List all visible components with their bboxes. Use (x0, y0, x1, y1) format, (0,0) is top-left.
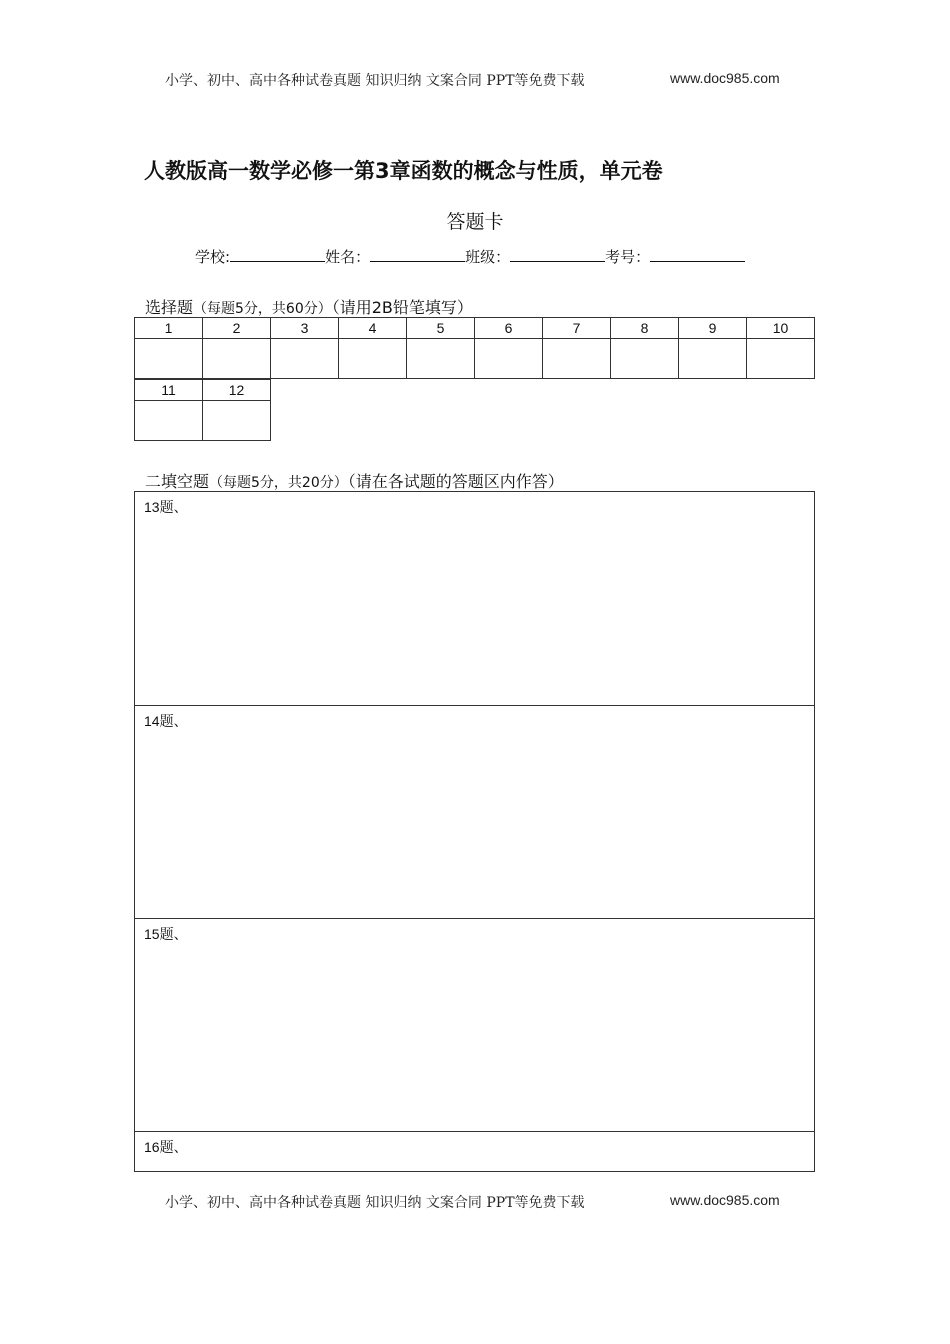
choice-label-detail: （每题5分，共60分） (193, 301, 332, 317)
choice-number-row (135, 380, 271, 401)
choice-number: 11 (135, 380, 203, 401)
choice-section-label (145, 295, 473, 318)
name-field[interactable] (370, 247, 465, 262)
choice-answer-cell[interactable] (543, 339, 611, 379)
school-label: 学校: (195, 248, 231, 266)
choice-number: 9 (679, 318, 747, 339)
page-title: 人教版高一数学必修一第3章函数的概念与性质，单元卷 (144, 159, 663, 183)
school-field[interactable] (230, 247, 325, 262)
choice-grid-1 (134, 317, 815, 379)
choice-answer-cell[interactable] (135, 339, 203, 379)
choice-number: 10 (747, 318, 815, 339)
footer-text: 小学、初中、高中各种试卷真题 知识归纳 文案合同 PPT等免费下载 (165, 1195, 585, 1211)
choice-answer-cell[interactable] (475, 339, 543, 379)
choice-answer-cell[interactable] (747, 339, 815, 379)
class-label: 班级： (465, 248, 511, 266)
fill-label-detail: （每题5分，共20分） (209, 475, 348, 491)
choice-answer-row (135, 401, 271, 441)
exam-no-field[interactable] (650, 247, 745, 262)
choice-number: 4 (339, 318, 407, 339)
question-label: 14题、 (144, 713, 188, 729)
fill-label-note: （请在各试题的答题区内作答） (347, 472, 564, 491)
answer-box-15[interactable] (134, 918, 815, 1132)
header-text: 小学、初中、高中各种试卷真题 知识归纳 文案合同 PPT等免费下载 (165, 73, 585, 89)
answer-box-13[interactable] (134, 491, 815, 706)
choice-grid-2 (134, 379, 271, 441)
choice-number: 5 (407, 318, 475, 339)
answer-box-14[interactable] (134, 705, 815, 919)
choice-answer-row (135, 339, 815, 379)
exam-no-label: 考号： (605, 248, 651, 266)
choice-answer-cell[interactable] (339, 339, 407, 379)
question-label: 16题、 (144, 1139, 188, 1155)
choice-number: 8 (611, 318, 679, 339)
choice-number: 2 (203, 318, 271, 339)
answer-box-16[interactable] (134, 1131, 815, 1172)
choice-number: 3 (271, 318, 339, 339)
choice-number: 1 (135, 318, 203, 339)
page-subtitle: 答题卡 (446, 211, 504, 233)
choice-number: 7 (543, 318, 611, 339)
fill-label-main: 二填空题 (145, 472, 210, 491)
choice-number-row (135, 318, 815, 339)
class-field[interactable] (510, 247, 605, 262)
choice-number: 12 (203, 380, 271, 401)
footer-site[interactable]: www.doc985.com (670, 1192, 780, 1208)
question-label: 15题、 (144, 926, 188, 942)
fill-section-label (145, 469, 564, 492)
choice-answer-cell[interactable] (135, 401, 203, 441)
choice-label-note: （请用2B铅笔填写） (331, 298, 473, 317)
choice-answer-cell[interactable] (271, 339, 339, 379)
choice-answer-cell[interactable] (203, 401, 271, 441)
choice-answer-cell[interactable] (203, 339, 271, 379)
choice-number: 6 (475, 318, 543, 339)
header-site[interactable]: www.doc985.com (670, 70, 780, 86)
choice-answer-cell[interactable] (611, 339, 679, 379)
name-label: 姓名： (325, 248, 371, 266)
student-info-line (195, 246, 745, 267)
choice-label-main: 选择题 (145, 298, 194, 317)
choice-answer-cell[interactable] (679, 339, 747, 379)
choice-answer-cell[interactable] (407, 339, 475, 379)
question-label: 13题、 (144, 499, 188, 515)
